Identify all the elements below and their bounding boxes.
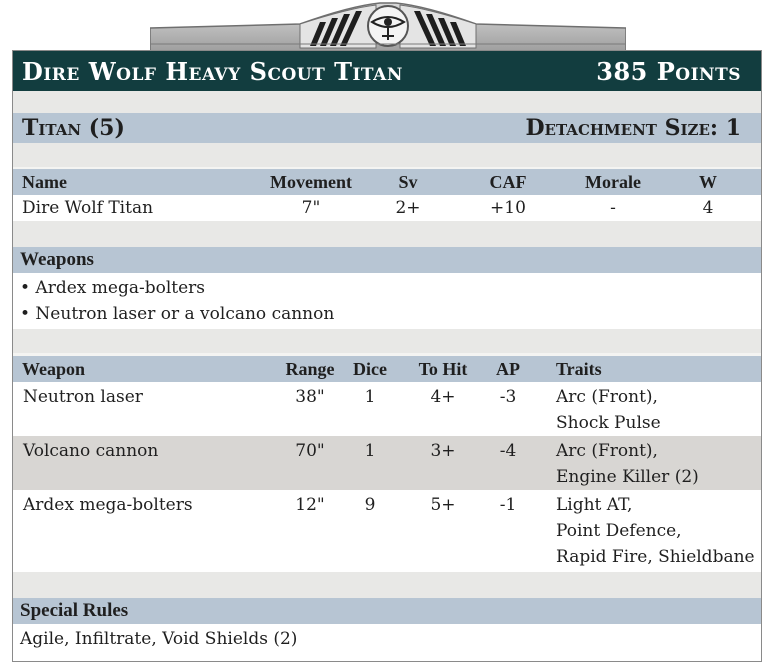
wt-col-dice: Dice [353, 359, 387, 379]
weapon-option: • Ardex mega-bolters [20, 278, 206, 298]
weapon-option: • Neutron laser or a volcano cannon [20, 304, 335, 324]
wt-col-ap: AP [496, 359, 520, 379]
weapons-header [13, 247, 761, 273]
weapon-trait: Arc (Front), [556, 441, 658, 461]
weapon-trait: Arc (Front), [556, 387, 658, 407]
weapon-name: Ardex mega-bolters [23, 495, 193, 515]
stripe [13, 329, 761, 353]
weapon-name: Volcano cannon [23, 441, 159, 461]
stats-header-row [13, 169, 761, 195]
special-rules-body [13, 624, 761, 661]
unit-name: Dire Wolf Heavy Scout Titan [22, 56, 403, 86]
stats-w: 4 [702, 198, 714, 218]
weapon-range: 38" [295, 387, 325, 407]
table-row [13, 436, 761, 490]
weapon-ap: -3 [499, 387, 517, 407]
special-rules-header [13, 598, 761, 624]
weapon-trait: Rapid Fire, Shieldbane [556, 547, 755, 567]
weapon-name: Neutron laser [23, 387, 143, 407]
weapon-trait: Light AT, [556, 495, 633, 515]
table-row [13, 490, 761, 572]
weapon-dice: 1 [364, 441, 376, 461]
weapon-range: 70" [295, 441, 325, 461]
stats-col-movement: Movement [270, 172, 352, 192]
weapons-title: Weapons [20, 249, 94, 270]
weapon-range: 12" [295, 495, 325, 515]
weapon-to-hit: 3+ [430, 441, 456, 461]
weapon-table-header [13, 356, 761, 382]
unit-datasheet-card [12, 50, 762, 662]
weapon-ap: -4 [499, 441, 517, 461]
weapon-dice: 9 [364, 495, 376, 515]
weapon-trait: Point Defence, [556, 521, 682, 541]
stats-col-sv: Sv [398, 172, 418, 192]
stripe [13, 572, 761, 598]
wt-col-weapon: Weapon [22, 359, 86, 379]
stripe [13, 143, 761, 167]
stats-col-caf: CAF [489, 172, 527, 192]
weapon-trait: Shock Pulse [556, 413, 661, 433]
stats-movement: 7" [301, 198, 321, 218]
stats-sv: 2+ [395, 198, 421, 218]
weapon-dice: 1 [364, 387, 376, 407]
faction-crest-icon [150, 0, 626, 52]
wt-col-range: Range [285, 359, 335, 379]
stats-col-morale: Morale [585, 172, 641, 192]
unit-points: 385 Points [596, 56, 741, 86]
wt-col-to-hit: To Hit [418, 359, 468, 379]
stripe [13, 91, 761, 113]
stats-caf: +10 [490, 198, 526, 218]
weapons-list [13, 273, 761, 329]
stripe [13, 221, 761, 247]
stats-morale: - [610, 198, 616, 218]
table-row [13, 382, 761, 436]
stats-name: Dire Wolf Titan [22, 198, 154, 218]
stats-col-name: Name [22, 172, 67, 192]
weapon-trait: Engine Killer (2) [556, 467, 699, 487]
stats-col-w: W [699, 172, 717, 192]
detachment-size: Detachment Size: 1 [525, 115, 741, 141]
weapon-to-hit: 5+ [430, 495, 456, 515]
weapon-ap: -1 [499, 495, 517, 515]
special-rules-title: Special Rules [20, 600, 129, 621]
unit-title-bar [13, 51, 761, 91]
wt-col-traits: Traits [556, 359, 602, 379]
special-rules-text: Agile, Infiltrate, Void Shields (2) [20, 629, 298, 649]
weapon-to-hit: 4+ [430, 387, 456, 407]
stats-row [13, 195, 761, 221]
section-name: Titan (5) [22, 115, 125, 141]
section-header [13, 113, 761, 143]
